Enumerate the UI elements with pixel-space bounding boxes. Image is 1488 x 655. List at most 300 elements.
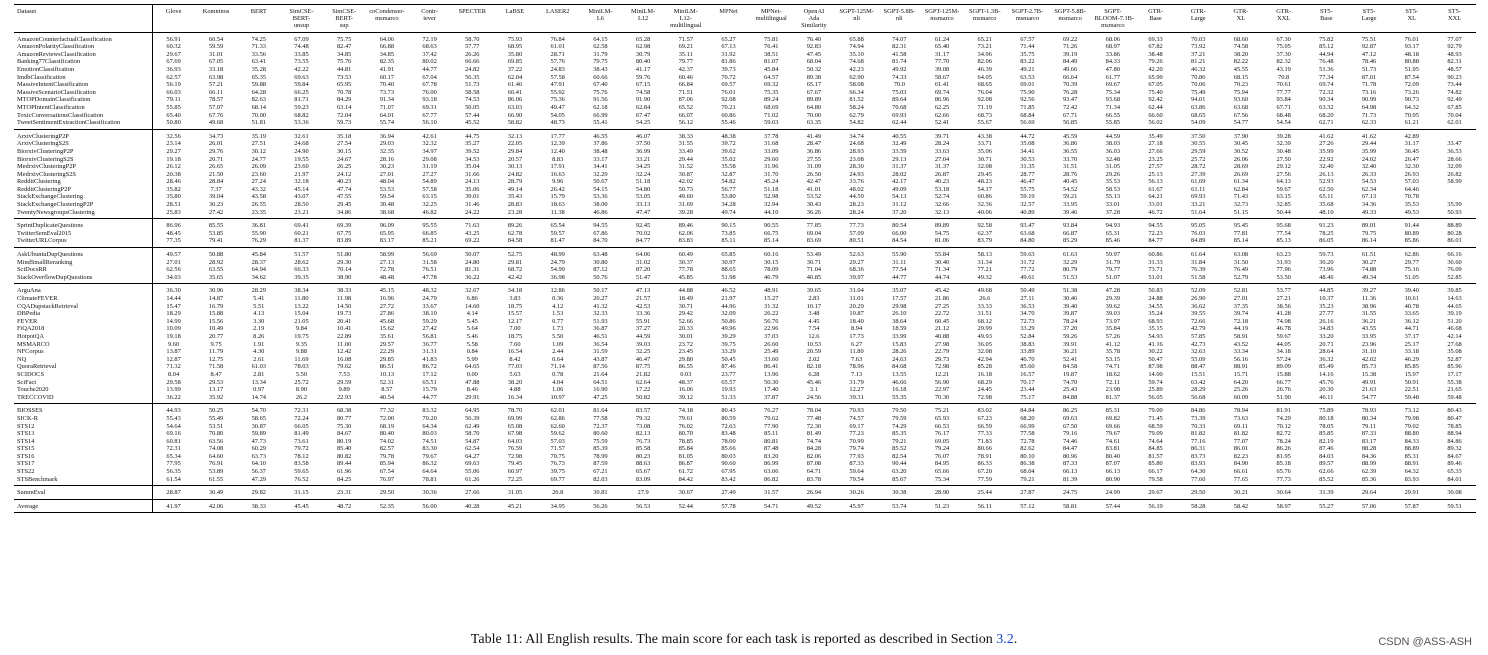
score-cell: 70.78 [336,88,352,96]
score-cell: 69.17 [849,422,864,430]
score-cell: 43.07 [294,193,309,201]
score-cell: 52.87 [1447,355,1462,363]
score-cell: 30.23 [208,201,224,209]
column-header-model: SimCSE- BERT- sup [323,5,366,33]
score-cell: 86.55 [678,363,693,371]
score-cell: 8.46 [466,386,478,394]
score-cell: 31.72 [1020,258,1035,266]
score-cell: 34.70 [1020,310,1035,318]
score-cell: 26.2 [280,394,323,404]
score-cell: 78.91 [977,452,992,460]
score-cell: 81.86 [721,58,736,66]
score-cell: 50.32 [806,65,822,73]
dataset-name-cell: ImdbClassification [14,74,152,82]
dataset-name-cell: SICK-R [14,415,152,423]
table-row [14,476,1476,486]
dataset-name-cell: MedrxivClusteringP2P [14,163,152,171]
score-cell: 43.58 [251,193,266,201]
score-cell: 89.24 [764,96,779,104]
score-cell: 76.27 [764,407,779,415]
score-cell: 92.08 [721,96,736,104]
score-cell: 32.09 [1447,163,1462,171]
score-cell: 75.89 [1319,407,1334,415]
score-cell: 38.48 [1148,50,1163,58]
score-cell: 62.56 [166,266,181,274]
score-cell: 70.8 [1278,73,1290,81]
score-cell: 46.79 [750,274,793,284]
score-cell: 55.67 [963,119,1006,129]
score-cell: 69.01 [1020,81,1035,89]
score-cell: 61.77 [1105,73,1121,81]
score-cell: 17.40 [764,386,779,394]
score-cell: 22.92 [1319,155,1334,163]
results-table-container [14,4,1476,513]
score-cell: 79.11 [166,96,181,104]
score-cell: 12.21 [934,370,950,378]
score-cell: 84.88 [1049,394,1092,404]
score-cell: 42.23 [849,65,864,73]
score-cell: 58.67 [934,73,950,81]
score-cell: 71.26 [1062,43,1078,51]
score-cell: 57.03 [550,437,565,445]
score-cell: 83.48 [721,430,736,438]
score-cell: 13.96 [764,370,779,378]
score-cell: 69.74 [1319,81,1334,89]
score-cell: 69.31 [422,103,437,111]
score-cell: 27.9 [622,486,665,500]
score-cell: 93.84 [1062,222,1078,230]
score-cell: 80.96 [1062,452,1078,460]
score-cell: 30.15 [336,147,352,155]
score-cell: 90.44 [892,460,907,468]
table-row [14,129,1476,140]
score-cell: 69.99 [507,414,523,422]
score-cell: 60.54 [208,35,224,43]
score-cell: 39.12 [664,394,707,404]
score-cell: 62.06 [678,229,693,237]
score-cell: 86.72 [422,363,437,371]
score-cell: 22.96 [764,325,779,333]
score-cell: 35.99 [1361,147,1377,155]
score-cell: 21.65 [1447,386,1462,394]
table-row [14,81,1476,89]
score-cell: 88.99 [1361,460,1377,468]
score-cell: 28.47 [806,140,822,148]
score-cell: 80.23 [635,452,651,460]
score-cell: 33.09 [764,147,779,155]
score-cell: 44.74 [921,274,964,284]
dataset-name-cell: AmazonPolarityClassification [14,43,152,51]
score-cell: 40.78 [1404,302,1419,310]
score-cell: 48.57 [1447,65,1462,73]
score-cell: 0.97 [253,386,265,394]
score-cell: 76.00 [422,88,437,96]
score-cell: 30.87 [251,422,266,430]
score-cell: 79.75 [593,58,608,66]
score-cell: 59.57 [550,229,565,237]
score-cell: 28.50 [294,201,309,209]
score-cell: 56.10 [408,119,451,129]
score-cell: 85.85 [1319,430,1334,438]
score-cell: 74.68 [849,58,864,66]
score-cell: 64.20 [1233,378,1249,386]
score-cell: 31.05 [1105,163,1121,171]
score-cell: 72.09 [1404,81,1419,89]
score-cell: 67.30 [1276,35,1291,43]
score-cell: 37.21 [1191,50,1206,58]
score-cell: 36.54 [593,340,608,348]
score-cell: 37.35 [1233,302,1249,310]
score-cell: 41.16 [1148,340,1163,348]
score-cell: 24.90 [294,147,309,155]
score-cell: 80.79 [1062,266,1078,274]
score-cell: 58.53 [1105,185,1121,193]
score-cell: 38.43 [593,65,608,73]
score-cell: 72.04 [336,111,352,119]
score-cell: 55.91 [635,317,651,325]
score-cell: 72.63 [721,422,736,430]
score-cell: 70.72 [721,73,736,81]
score-cell: 19.87 [1062,370,1078,378]
score-cell: 56.35 [465,73,480,81]
score-cell: 48.91 [764,287,779,295]
score-cell: 37.42 [422,50,437,58]
score-cell: 26.10 [892,310,907,318]
score-cell: 76.03 [1191,229,1206,237]
score-cell: 79.75 [1361,229,1377,237]
score-cell: 83.32 [422,407,437,415]
score-cell: 37.50 [1191,132,1206,140]
dataset-name-cell: BiorxivClusteringP2P [14,148,152,156]
score-cell: 86.06 [507,96,523,104]
score-cell: 76.02 [678,422,693,430]
score-cell: 96.09 [379,222,395,230]
score-cell: 52.41 [921,119,964,129]
score-cell: 68.95 [507,43,523,51]
score-cell: 30.87 [678,170,693,178]
score-cell: 49.61 [1006,274,1049,284]
score-cell: 85.67 [878,476,921,486]
score-cell: 47.13 [635,287,651,295]
score-cell: 85.12 [1319,43,1334,51]
score-cell: 81.39 [1049,476,1092,486]
score-cell: 31.10 [1361,348,1377,356]
score-cell: 77.60 [1177,476,1220,486]
score-cell: 72.25 [494,476,537,486]
table-row [14,193,1476,201]
dataset-name-cell: SciDocsRR [14,266,152,274]
score-cell: 15.04 [294,310,309,318]
score-cell: 29.50 [1177,486,1220,500]
score-cell: 27.51 [251,140,266,148]
score-cell: 62.01 [1433,119,1476,129]
score-cell: 88.94 [1447,430,1462,438]
score-cell: 79.11 [1361,422,1377,430]
score-cell: 17.22 [635,386,651,394]
score-cell: 60.86 [977,193,992,201]
score-cell: 47.55 [336,193,352,201]
score-cell: 86.96 [166,222,181,230]
score-cell: 2.19 [253,325,265,333]
score-cell: 68.63 [422,43,437,51]
score-cell: 15.51 [1191,370,1206,378]
dataset-name-cell: HotpotQA [14,333,152,341]
score-cell: 67.78 [422,81,437,89]
score-cell: 38.10 [422,310,437,318]
score-cell: 29.30 [336,258,352,266]
score-cell: 18.59 [892,325,907,333]
score-cell: 85.52 [892,445,907,453]
score-cell: 38.64 [892,317,907,325]
score-cell: 26.16 [1319,317,1334,325]
score-cell: 85.18 [1276,460,1291,468]
score-cell: 44.85 [1319,287,1334,295]
score-cell: 30.23 [379,163,395,171]
score-cell: 56.16 [1233,355,1249,363]
score-cell: 36.98 [536,274,579,284]
score-cell: 29.73 [934,355,950,363]
score-cell: 47.45 [806,50,822,58]
score-cell: 69.85 [507,58,523,66]
score-cell: 31.15 [280,486,323,500]
score-cell: 54.70 [251,407,266,415]
score-cell: 74.64 [1148,437,1163,445]
score-cell: 60.45 [934,317,950,325]
score-cell: 28.84 [208,178,224,186]
table-row [14,259,1476,267]
table-row [14,348,1476,356]
score-cell: 20.38 [166,170,181,178]
score-cell: 7.37 [210,185,222,193]
score-cell: 64.32 [1404,468,1419,476]
score-cell: 67.20 [977,468,992,476]
score-cell: 78.96 [849,363,864,371]
score-cell: 70.23 [1233,81,1249,89]
score-cell: 68.59 [1148,422,1163,430]
score-cell: 67.67 [806,88,822,96]
score-cell: 56.76 [764,317,779,325]
score-cell: 88.91 [1404,460,1419,468]
score-cell: 77.07 [1233,437,1249,445]
score-cell: 36.21 [1062,348,1078,356]
score-cell: 53.85 [208,229,224,237]
score-cell: 2.02 [808,355,820,363]
score-cell: 50.86 [721,317,736,325]
score-cell: 38.96 [1361,302,1377,310]
score-cell: 82.54 [892,452,907,460]
score-cell: 31.51 [1062,163,1078,171]
score-cell: 19.73 [336,310,352,318]
column-header-model: GTR- XXL [1262,5,1305,33]
score-cell: 35.58 [721,163,736,171]
score-cell: 35.15 [1148,325,1163,333]
score-cell: 59.97 [1105,251,1121,259]
score-cell: 49.57 [166,251,181,259]
score-cell: 31.84 [1191,258,1206,266]
table-row [14,445,1476,453]
score-cell: 35.28 [251,65,266,73]
score-cell: 63.08 [1233,251,1249,259]
column-header-model: LaBSE [494,5,537,33]
score-cell: 12.39 [550,140,565,148]
score-cell: 42.20 [1148,65,1163,73]
score-cell: 58.28 [1177,499,1220,513]
score-cell: 39.73 [721,65,736,73]
score-cell: 77.21 [977,266,992,274]
score-cell: 34.25 [635,163,651,171]
score-cell: 87.07 [1105,460,1121,468]
dataset-name-cell: STS14 [14,438,152,446]
score-cell: 51.53 [1049,274,1092,284]
score-cell: 27.86 [379,310,395,318]
score-cell: 43.55 [1361,325,1377,333]
score-cell: 57.44 [465,111,480,119]
score-cell: 49.33 [1348,209,1391,219]
score-cell: 71.33 [251,43,266,51]
score-cell: 68.06 [1105,35,1121,43]
table-row [14,148,1476,156]
score-cell: 84.95 [934,460,950,468]
score-cell: 20.30 [1319,386,1334,394]
score-cell: 76.49 [1233,266,1249,274]
column-header-model: GTR- XL [1220,5,1263,33]
score-cell: 40.28 [451,499,494,513]
score-cell: 68.48 [1276,111,1291,119]
score-cell: 71.45 [1148,414,1163,422]
score-cell: 82.06 [806,452,822,460]
score-cell: 28.69 [1233,163,1249,171]
score-cell: 65.34 [166,452,181,460]
score-cell: 69.93 [892,111,907,119]
score-cell: 31.96 [764,163,779,171]
score-cell: 31.57 [750,486,793,500]
score-cell: 35.61 [379,332,395,340]
score-cell: 61.01 [550,43,565,51]
score-cell: 65.54 [550,222,565,230]
score-cell: 55.90 [892,251,907,259]
score-cell: 21.97 [721,295,736,303]
score-cell: 31.51 [977,310,992,318]
column-header-model: BERT [237,5,280,33]
score-cell: 48.02 [849,185,864,193]
score-cell: 65.88 [849,35,864,43]
score-cell: 60.81 [166,437,181,445]
score-cell: 59.64 [849,468,864,476]
score-cell: 42.17 [892,178,907,186]
score-cell: 40.23 [934,178,950,186]
score-cell: 23.98 [1105,386,1121,394]
section-reference-link[interactable]: 3.2 [996,632,1014,647]
score-cell: 35.68 [1319,201,1334,209]
score-cell: 31.05 [494,486,537,500]
score-cell: 66.88 [379,43,395,51]
score-cell: 27.54 [336,140,352,148]
score-cell: 39.75 [721,340,736,348]
score-cell: 80.43 [721,407,736,415]
score-cell: 85.80 [1148,460,1163,468]
score-cell: 55.75 [1020,185,1035,193]
score-cell: 48.04 [379,178,395,186]
score-cell: 24.88 [1148,295,1163,303]
score-cell: 79.32 [635,414,651,422]
score-cell: 5.58 [466,340,478,348]
score-cell: 34.96 [977,50,992,58]
dataset-name-cell: STS16 [14,453,152,461]
score-cell: 2.83 [808,295,820,303]
score-cell: 87.08 [806,460,822,468]
score-cell: 72.32 [1319,88,1334,96]
score-cell: 94.93 [1105,222,1121,230]
score-cell: 52.81 [1233,287,1249,295]
score-cell: 36.22 [152,394,195,404]
score-cell: 63.98 [208,73,224,81]
score-cell: 82.03 [579,476,622,486]
score-cell: 64.57 [764,73,779,81]
score-cell: 61.51 [1361,251,1377,259]
score-cell: 42.79 [1191,325,1206,333]
table-caption [0,632,1488,648]
dataset-name-cell: STS22 [14,468,152,476]
score-cell: 30.12 [251,147,266,155]
score-cell: 55.09 [1191,355,1206,363]
score-cell: 32.87 [721,170,736,178]
score-cell: 95.05 [1191,222,1206,230]
score-cell: 51.64 [1177,209,1220,219]
score-cell: 55.90 [251,229,266,237]
score-cell: 82.47 [336,43,352,51]
score-cell: 84.85 [1148,445,1163,453]
score-cell: 29.26 [1105,170,1121,178]
score-cell: 49.32 [963,274,1006,284]
score-cell: 27.26 [1319,140,1334,148]
score-cell: 33.86 [1105,50,1121,58]
score-cell: 85.14 [1220,237,1263,247]
score-cell: 28.79 [507,178,523,186]
column-header-model: GTR- Large [1177,5,1220,33]
score-cell: 52.93 [1319,178,1334,186]
score-cell: 26.82 [1447,170,1462,178]
score-cell: 18.75 [507,332,523,340]
score-cell: 48.45 [166,229,181,237]
score-cell: 60.17 [379,73,395,81]
score-cell: 67.23 [977,414,992,422]
score-cell: 34.85 [336,50,352,58]
score-cell: 54.89 [422,178,437,186]
english-results-table [14,4,1476,513]
score-cell: 54.93 [1148,332,1163,340]
score-cell: 23.44 [1020,386,1035,394]
dataset-name-cell: RedditClusteringP2P [14,186,152,194]
score-cell: 29.98 [892,302,907,310]
score-cell: 10.87 [849,310,864,318]
score-cell: 48.18 [1404,50,1419,58]
score-cell: 26.01 [208,140,224,148]
score-cell: 39.35 [280,274,323,284]
score-cell: 52.74 [934,193,950,201]
score-cell: 29.99 [977,325,992,333]
score-cell: 57.44 [1091,499,1134,513]
score-cell: 39.08 [934,65,950,73]
column-header-model: SGPT-5.8B- msmarco [1049,5,1092,33]
score-cell: 93.18 [422,96,437,104]
score-cell: 82.72 [1276,430,1291,438]
score-cell: 45.97 [835,499,878,513]
score-cell: 29.27 [166,147,181,155]
score-cell: 66.87 [1062,229,1078,237]
score-cell: 79.45 [507,460,523,468]
score-cell: 39.19 [1447,310,1462,318]
score-cell: 7.54 [808,325,820,333]
